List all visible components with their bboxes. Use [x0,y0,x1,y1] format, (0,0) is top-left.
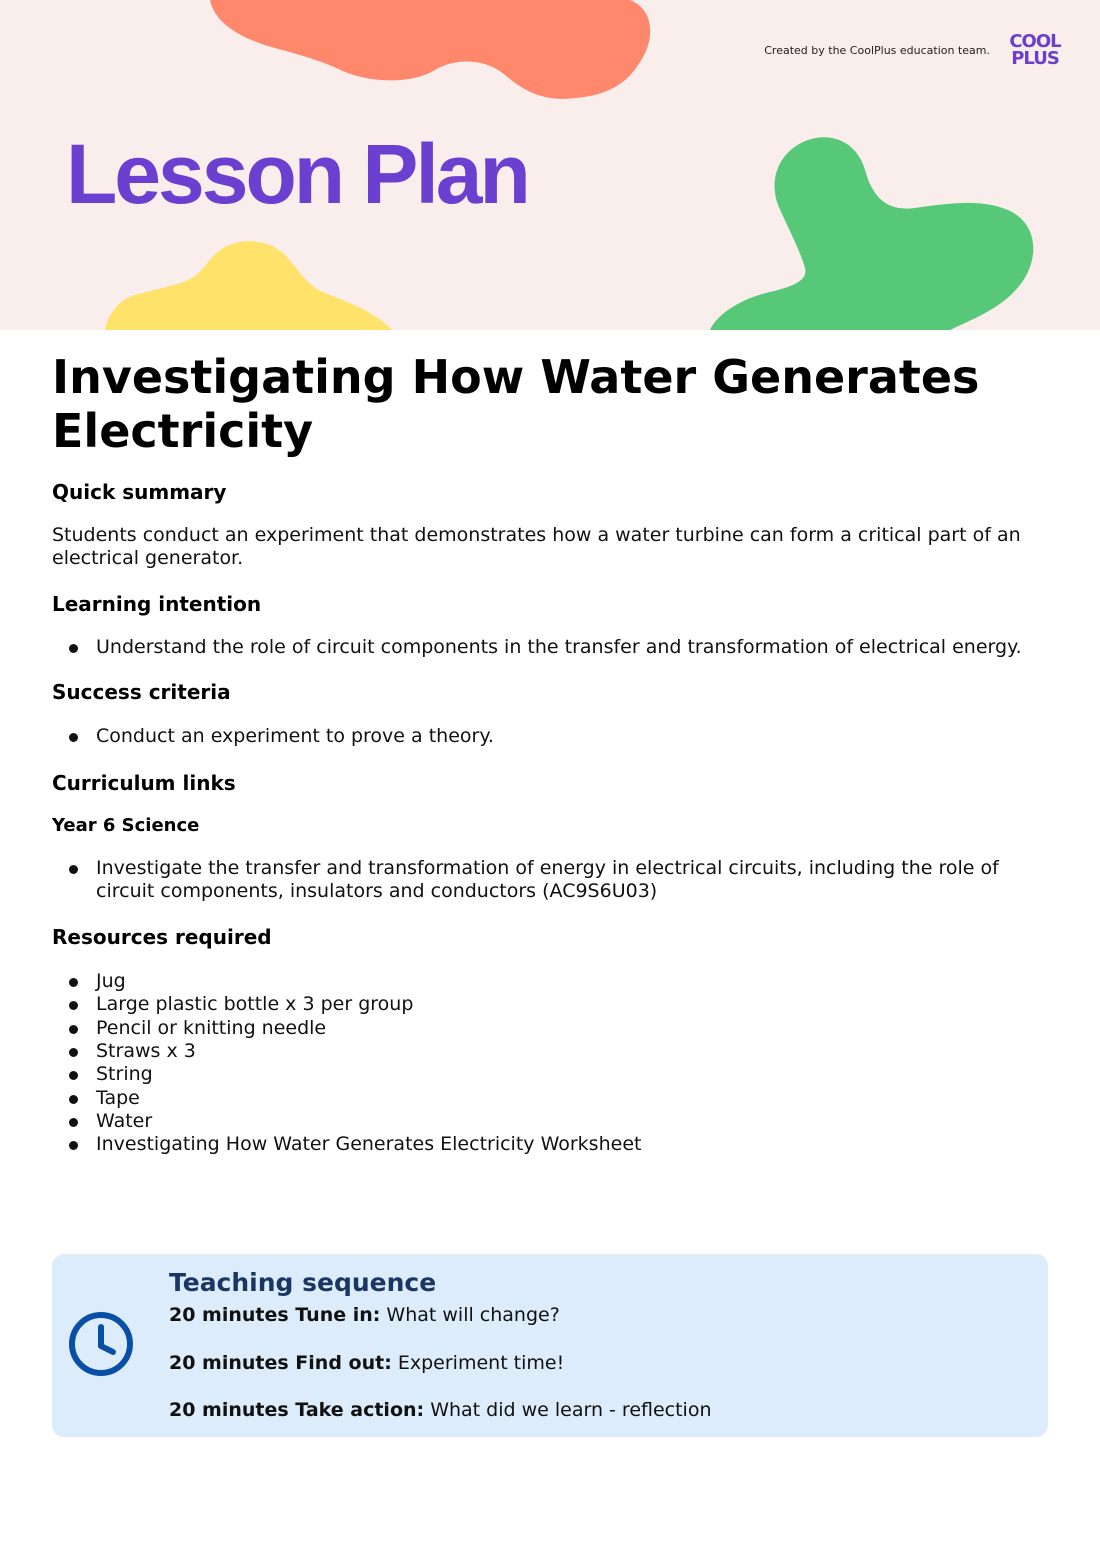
step-label: 20 minutes Tune in: [169,1304,381,1326]
list-item: Jug [52,970,1052,993]
lesson-plan-heading: Lesson Plan [66,127,528,221]
success-criteria-heading: Success criteria [52,680,231,705]
list-item: Investigate the transfer and transformation of energy in electrical circuits, including the role of circuit components, insulators and conductors (AC9S6U03) [52,857,1052,904]
learning-intention-list [52,636,1052,659]
credit-text: Created by the CoolPlus education team. [764,44,990,57]
quick-summary-heading: Quick summary [52,480,227,504]
header-banner [0,0,1100,330]
yellow-blob [105,241,392,330]
page-title: Investigating How Water Generates Electricity [52,350,980,458]
step-text: Experiment time! [397,1352,565,1374]
sequence-step [169,1399,712,1421]
sequence-step [169,1304,560,1326]
sequence-step [169,1352,564,1374]
learning-intention-heading: Learning intention [52,592,262,616]
list-item: Tape [52,1087,1052,1110]
teaching-sequence-heading: Teaching sequence [169,1268,437,1297]
list-item: Pencil or knitting needle [52,1017,1052,1040]
step-label: 20 minutes Find out: [169,1352,392,1374]
list-item: Water [52,1110,1052,1133]
green-blob [710,137,1033,330]
step-text: What did we learn - reflection [430,1399,712,1421]
list-item: Understand the role of circuit components in the transfer and transformation of electrical energy. [52,636,1052,659]
success-criteria-list [52,725,1052,748]
resources-heading: Resources required [52,925,272,950]
list-item: Straws x 3 [52,1040,1052,1063]
orange-blob [210,0,650,99]
list-item: Large plastic bottle x 3 per group [52,993,1052,1016]
logo-line-2: PLUS [1011,48,1059,69]
coolplus-logo [1002,33,1068,67]
step-text: What will change? [386,1304,560,1326]
clock-icon [67,1310,135,1378]
resources-list [52,970,1052,1156]
logo-line-1: COOL [1009,31,1061,52]
curriculum-links-heading: Curriculum links [52,770,236,795]
curriculum-subheading: Year 6 Science [52,814,200,836]
main-content [52,350,1052,1157]
teaching-sequence-box [52,1254,1048,1437]
list-item: Conduct an experiment to prove a theory. [52,725,1052,748]
curriculum-links-list [52,857,1052,904]
quick-summary-text: Students conduct an experiment that demonstrates how a water turbine can form a critical part of an electrical generator. [52,524,1021,569]
list-item: Investigating How Water Generates Electricity Worksheet [52,1133,1052,1156]
list-item: String [52,1063,1052,1086]
step-label: 20 minutes Take action: [169,1399,425,1421]
